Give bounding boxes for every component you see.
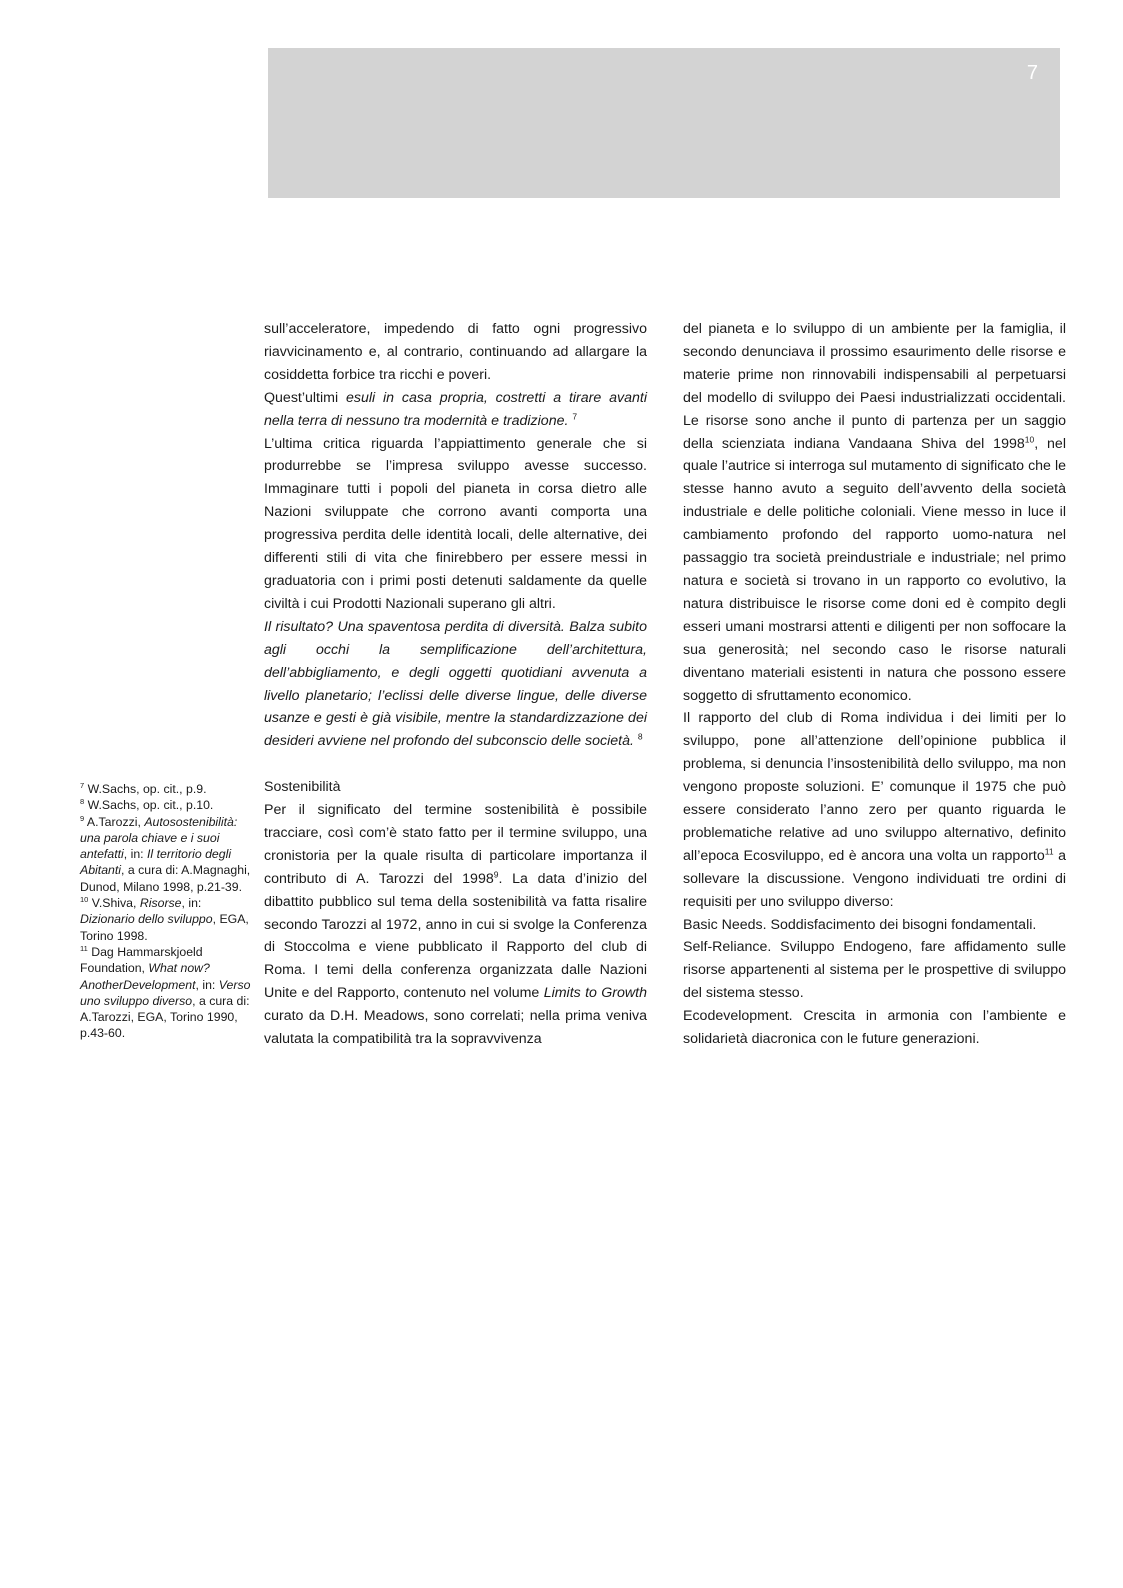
footnote-9: $^9$ A.Tarozzi, Autosostenibilità: una parola chiave e i suoi antefatti, in: Il territorio degli Abitanti, a cura di: A.Magnaghi, Dunod, Milano 1998, p.21-39. bbox=[80, 813, 251, 894]
page-number: 7 bbox=[1026, 62, 1038, 84]
paragraph: sull’acceleratore, impedendo di fatto ogni progressivo riavvicinamento e, al contrario, continuando ad allargare la cosiddetta forbice tra ricchi e poveri. bbox=[264, 321, 647, 383]
paragraph: Self-Reliance. Sviluppo Endogeno, fare affidamento sulle risorse appartenenti al sistema per le prospettive di sviluppo del sistema stesso. bbox=[683, 939, 1066, 1002]
body-column-left bbox=[264, 318, 647, 1051]
footnote-7: $^7$ W.Sachs, op. cit., p.9. bbox=[80, 780, 207, 796]
footnote-10: $^{10}$ V.Shiva, Risorse, in: Dizionario dello sviluppo, EGA, Torino 1998. bbox=[80, 894, 249, 943]
section-heading: Sostenibilità bbox=[264, 779, 341, 796]
footnotes bbox=[80, 781, 252, 1042]
footnote-ref: 9 bbox=[493, 869, 499, 879]
paragraph: Basic Needs. Soddisfacimento dei bisogni fondamentali. bbox=[683, 916, 1037, 933]
footnote-ref: 11 bbox=[1044, 846, 1054, 857]
paragraph: Per il significato del termine sostenibilità è possibile tracciare, così com’è stato fatto per il termine sviluppo, una cronistoria per la quale risulta di particolare importanza il contributo di A. Tarozzi del 1998$^9$. La data d’inizio del dibattito pubblico sul tema della sostenibilità va fatta risalire secondo Tarozzi al 1972, anno in cui si svolge la Conferenza di Stoccolma e viene pubblicato il Rapporto del club di Roma. I temi della conferenza organizzata dalle Nazioni Unite e del Rapporto, contenuto nel volume Limits to Growth curato da D.H. Meadows, sono correlati; nella prima veniva valutata la compatibilità tra la sopravvivenza bbox=[264, 802, 647, 1048]
paragraph: Ecodevelopment. Crescita in armonia con l’ambiente e solidarietà diacronica con le future generazioni. bbox=[683, 1008, 1066, 1048]
paragraph: Il risultato? Una spaventosa perdita di diversità. Balza subito agli occhi la semplificazione dell’architettura, dell’abbigliamento, e degli oggetti quotidiani avvenuta a livello planetario; l’eclissi delle diverse lingue, delle diverse usanze e gesti è già visibile, mentre la standardizzazione dei desideri avviene nel profondo del subconscio delle società. $^8$ bbox=[264, 618, 647, 750]
header-band bbox=[268, 48, 1060, 198]
body-column-right bbox=[683, 318, 1066, 1051]
paragraph: Il rapporto del club di Roma individua i dei limiti per lo sviluppo, pone all’attenzione dell’opinione pubblica il problema, si denuncia l’insostenibilità dello sviluppo, ma non vengono proposte soluzioni. E’ comunque il 1975 che può essere considerato l’anno zero per quanto riguarda le problematiche relative ad uno sviluppo alternativo, definito all’epoca Ecosviluppo, ed è ancora una volta un rapporto$^{11}$ a sollevare la discussione. Vengono individuati tre ordini di requisiti per uno sviluppo diverso: bbox=[683, 710, 1066, 910]
paragraph: del pianeta e lo sviluppo di un ambiente per la famiglia, il secondo denunciava il prossimo esaurimento delle risorse e materie prime non rinnovabili indispensabili al perpetuarsi del modello di sviluppo dei Paesi industrializzati occidentali. Le risorse sono anche il punto di partenza per un saggio della scienziata indiana Vandaana Shiva del 1998$^{10}$, nel quale l’autrice si interroga sul mutamento di significato che le stesse hanno avuto a seguito dell’avvento della società industriale e delle politiche coloniali. Viene messo in luce il cambiamento profondo del rapporto uomo-natura nel passaggio tra società preindustriale e industriale; nel primo natura e società si trovano in un rapporto co evolutivo, la natura distribuisce le risorse come doni ed è compito degli esseri umani mostrarsi attenti e diligenti per non soffocare la sua generosità; nel secondo caso le risorse naturali diventano materiali esistenti in natura che possono essere soggetto di sfruttamento economico. bbox=[683, 321, 1066, 704]
footnote-8: $^8$ W.Sachs, op. cit., p.10. bbox=[80, 797, 214, 813]
paragraph: L’ultima critica riguarda l’appiattimento generale che si produrrebbe se l’impresa sviluppo avesse successo. Immaginare tutti i popoli del pianeta in corsa dietro alle Nazioni sviluppate che corrono avanti comporta una progressiva perdita delle identità locali, delle alternative, dei differenti stili di vita che finirebbero per essere messi in graduatoria con i primi posti detenuti saldamente da quelle civiltà i cui Prodotti Nazionali superano gli altri. bbox=[264, 435, 647, 612]
paragraph: Quest’ultimi esuli in casa propria, costretti a tirare avanti nella terra di nessuno tra modernità e tradizione. $^7$ bbox=[264, 389, 647, 429]
footnote-ref: 7 bbox=[572, 410, 578, 421]
footnote-ref: 10 bbox=[1024, 433, 1035, 444]
footnote-ref: 8 bbox=[637, 731, 643, 742]
footnote-11: $^{11}$ Dag Hammarskjoeld Foundation, What now? AnotherDevelopment, in: Verso uno sviluppo diverso, a cura di: A.Tarozzi, EGA, Torino 1990, p.43-60. bbox=[80, 943, 251, 1041]
